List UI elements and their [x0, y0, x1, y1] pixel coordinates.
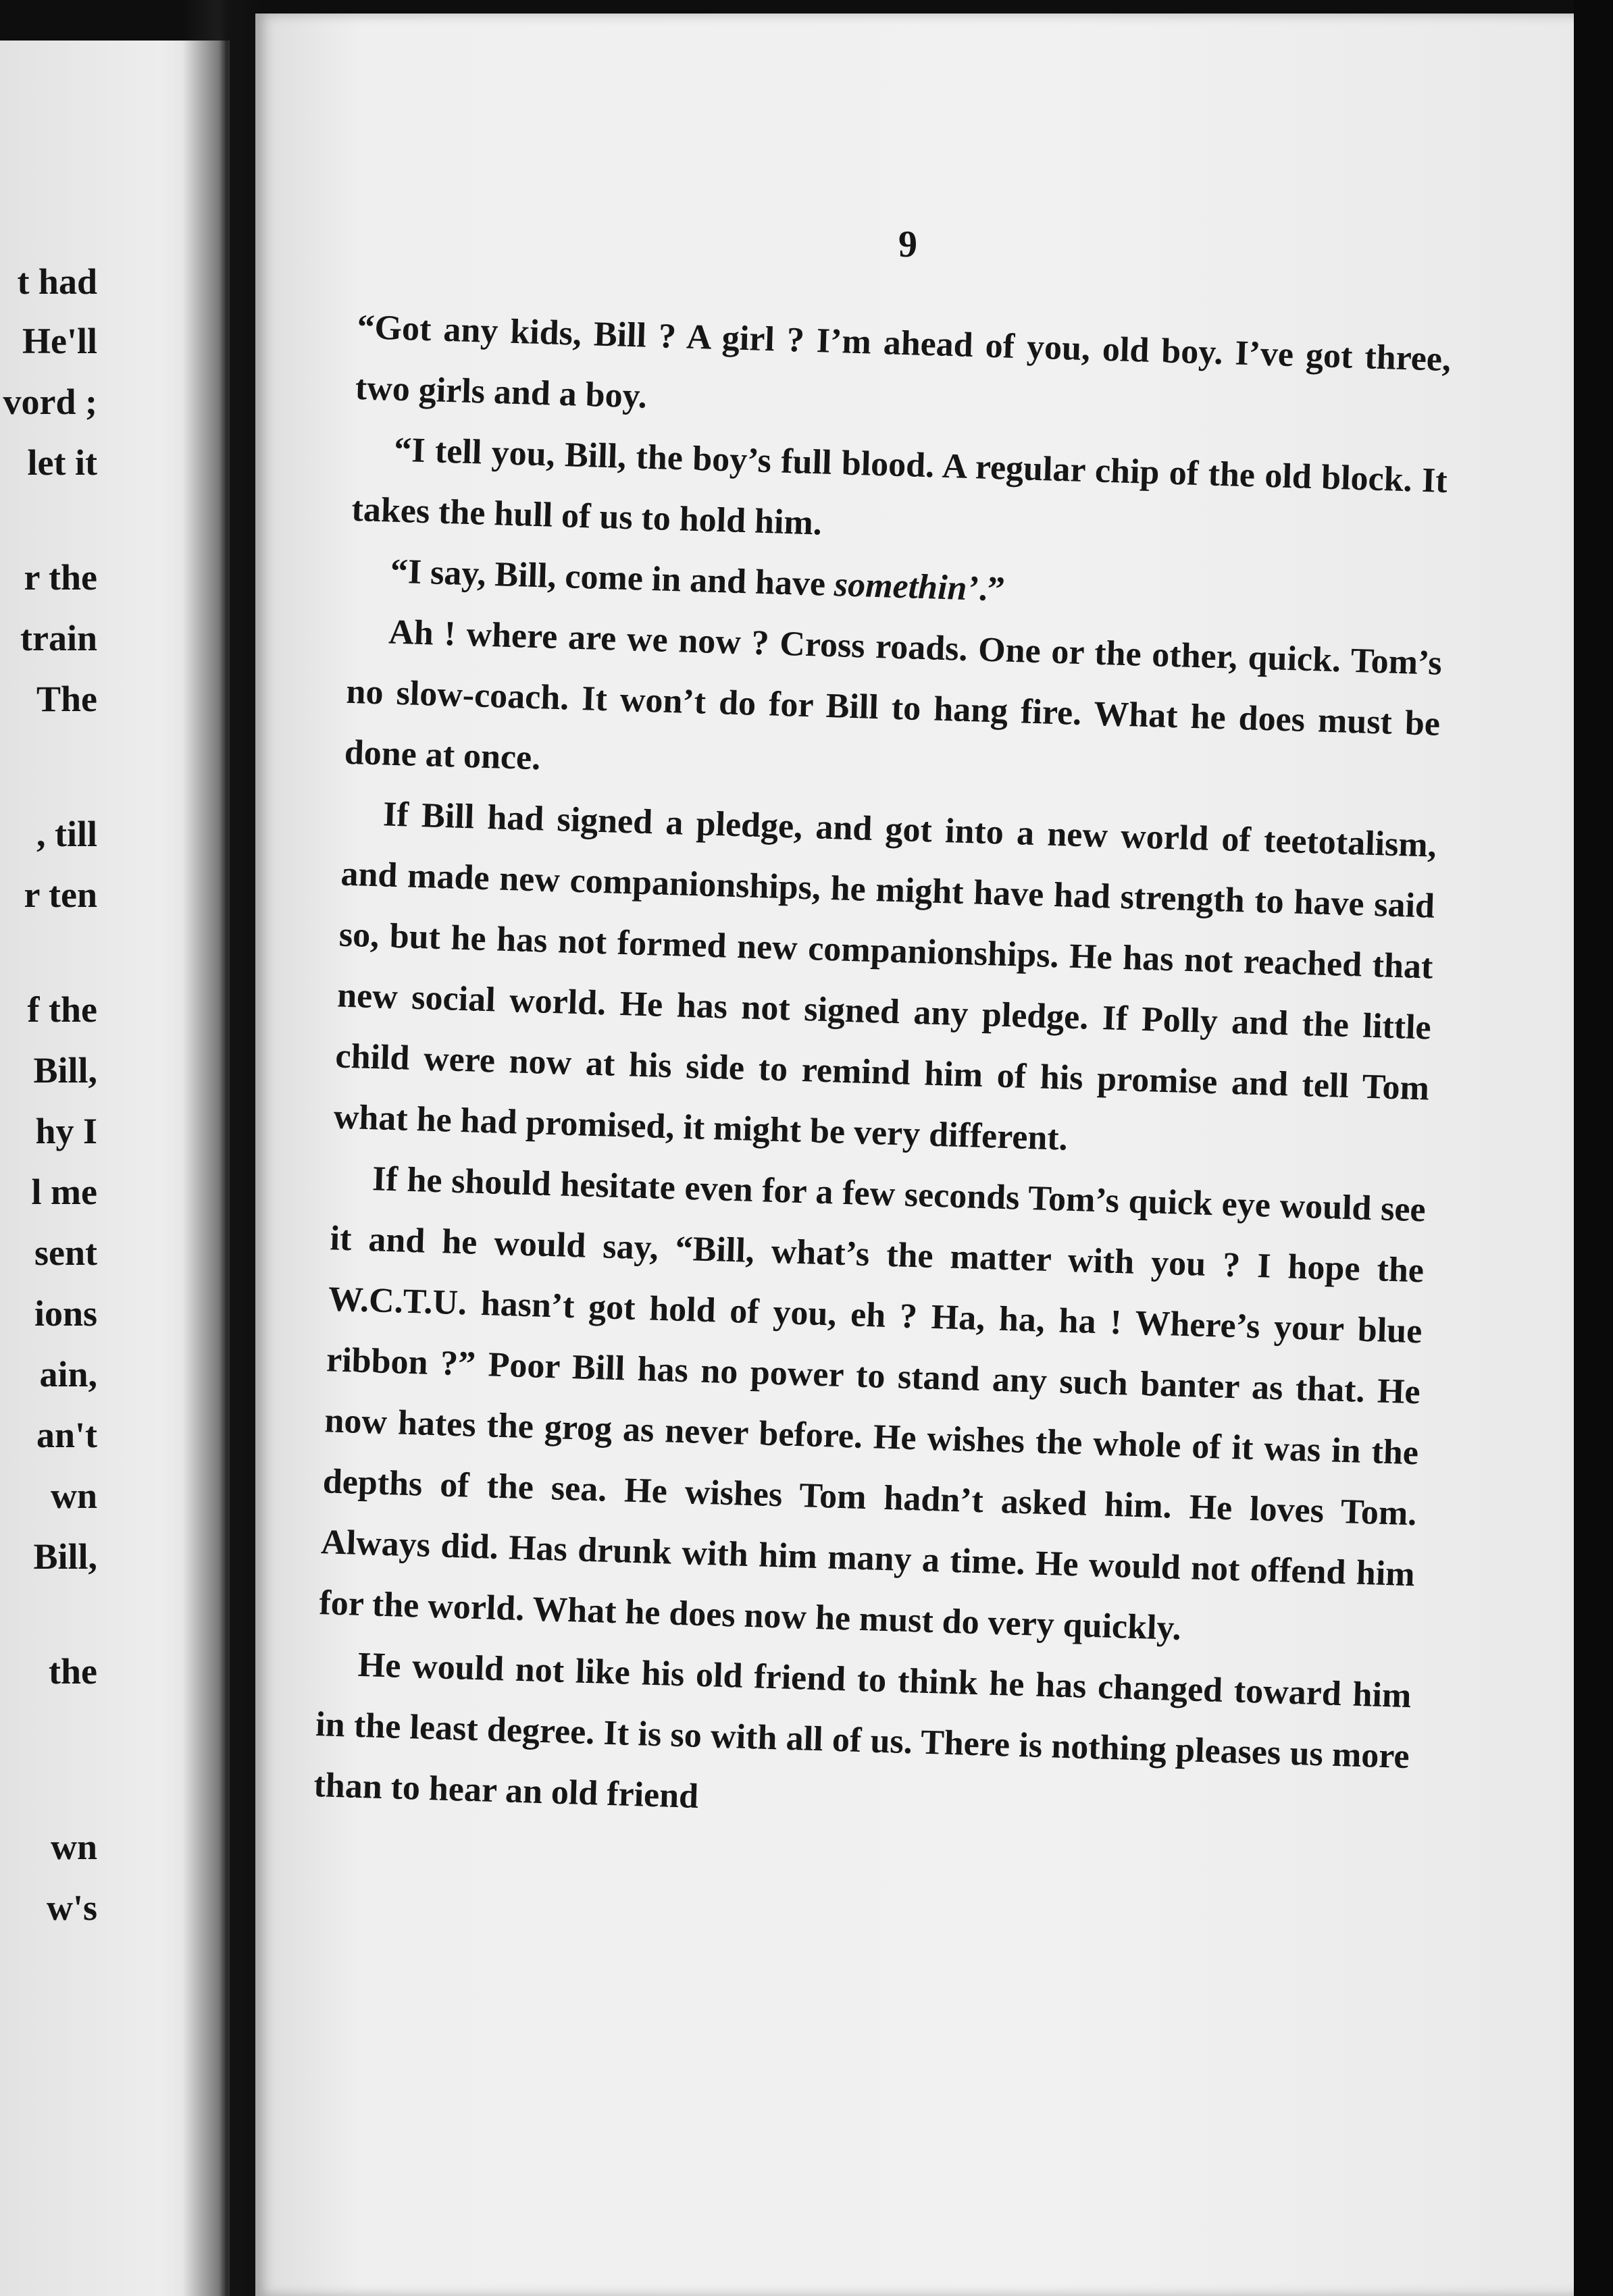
paragraph: Ah ! where are we now ? Cross roads. One or the other, quick. Tom’s no slow-coach. It won’t do for Bill to hang fire. What he does must be done at once. — [344, 612, 1443, 778]
italic-tail: .” — [977, 569, 1006, 609]
left-line-fragment: r ten — [24, 875, 97, 915]
left-line-fragment: vord ; — [3, 382, 97, 422]
left-line-fragment: wn — [50, 1827, 97, 1867]
book-gutter-shadow — [182, 0, 263, 2296]
left-line-fragment: sent — [34, 1232, 97, 1273]
paragraph: If Bill had signed a pledge, and got into a new world of teetotalism, and made new companionships, he might have had strength to have said so, but he has not formed new companionships. He has not reached that new social world. He has not signed any pledge. If Polly and the little child were now at his side to remind him of his promise and tell Tom what he had promised, it might be very different. — [333, 795, 1437, 1158]
left-line-fragment: hy I — [35, 1111, 97, 1151]
left-line-fragment: The — [36, 679, 97, 719]
page-edge-shadow — [1574, 0, 1613, 2296]
page-body-text — [313, 297, 1452, 1848]
left-line-fragment: He'll — [22, 321, 97, 361]
page-number: 9 — [898, 224, 917, 265]
left-line-fragment: the — [49, 1651, 97, 1692]
left-line-fragment: t had — [17, 261, 97, 302]
paragraph: “I tell you, Bill, the boy’s full blood. A regular chip of the old block. It takes the hull of us to hold him. — [351, 430, 1448, 543]
left-line-fragment: wn — [50, 1476, 97, 1516]
paragraph: If he should hesitate even for a few seconds Tom’s quick eye would see it and he would say, “Bill, what’s the matter with you ? I hope the W.C.T.U. hasn’t got hold of you, eh ? Ha, ha, ha ! Where’s your blue ribbon ?” Poor Bill has no power to stand any such banter as that. He now hates the grog as never before. He wishes the whole of it was in the depths of the sea. He wishes Tom hadn’t asked him. He loves Tom. Always did. Has drunk with him many a time. He would not offend him for the world. What he does now he must do very quickly. — [318, 1159, 1427, 1648]
left-line-fragment: an't — [36, 1415, 97, 1455]
paragraph: “Got any kids, Bill ? A girl ? I’m ahead of you, old boy. I’ve got three, two girls and a boy. — [355, 307, 1452, 416]
left-line-fragment: w's — [46, 1887, 97, 1928]
left-line-fragment: l me — [31, 1172, 97, 1212]
left-line-fragment: r the — [24, 557, 97, 598]
left-line-fragment: let it — [27, 442, 97, 483]
left-line-fragment: train — [20, 618, 97, 658]
left-line-fragment: Bill, — [33, 1536, 97, 1577]
italic-word: somethin’ — [834, 565, 979, 608]
paragraph: He would not like his old friend to think he has changed toward him in the least degree. It is so with all of us. There is nothing pleases us more than to hear an old friend — [313, 1645, 1412, 1816]
left-line-fragment: Bill, — [33, 1050, 97, 1091]
left-line-fragment: f the — [27, 989, 97, 1030]
left-line-fragment: ain, — [39, 1354, 97, 1394]
left-line-fragment: ions — [34, 1293, 97, 1334]
left-line-fragment: , till — [36, 814, 97, 854]
paragraph-text: “I say, Bill, come in and have — [390, 552, 826, 604]
